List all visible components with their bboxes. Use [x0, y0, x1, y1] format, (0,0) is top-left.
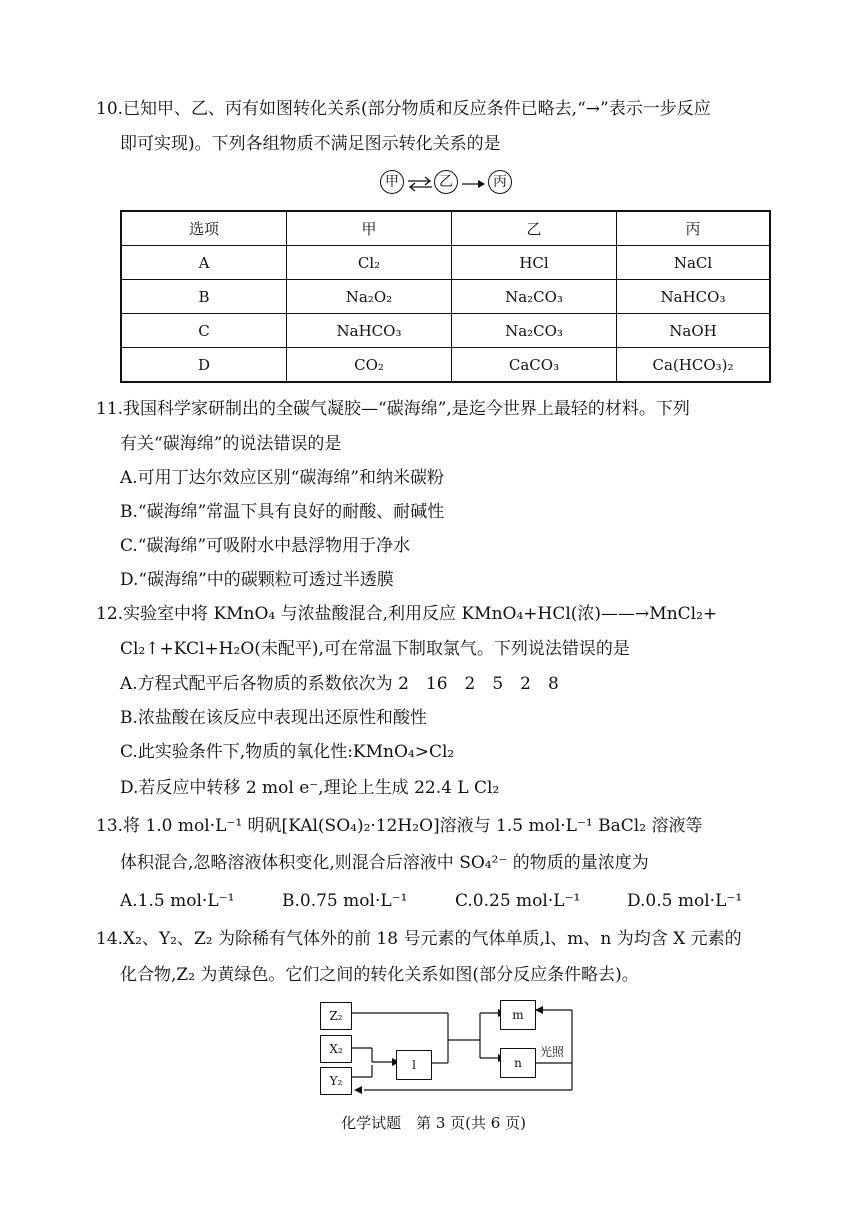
q10-stem-line2: 即可实现)。下列各组物质不满足图示转化关系的是	[120, 134, 501, 154]
table-header-row	[121, 211, 770, 246]
q12-option-a: A.方程式配平后各物质的系数依次为 2 16 2 5 2 8	[120, 674, 559, 694]
table-cell: Na₂CO₃	[452, 314, 617, 348]
q11-option-b: B.“碳海绵”常温下具有良好的耐酸、耐碱性	[120, 502, 445, 522]
q11-stem-line1: 11.我国科学家研制出的全碳气凝胶—“碳海绵”,是迄今世界上最轻的材料。下列	[96, 399, 690, 419]
q11-option-c: C.“碳海绵”可吸附水中悬浮物用于净水	[120, 536, 411, 556]
q10-options-table	[120, 210, 771, 383]
q13-option-c: C.0.25 mol·L⁻¹	[455, 891, 581, 911]
q12-option-c: C.此实验条件下,物质的氧化性:KMnO₄>Cl₂	[120, 742, 455, 762]
q11-stem-line2: 有关“碳海绵”的说法错误的是	[120, 434, 342, 454]
table-cell: NaHCO₃	[617, 280, 771, 314]
q13-option-b: B.0.75 mol·L⁻¹	[282, 891, 408, 911]
scheme-node-a: 甲	[380, 170, 404, 194]
light-label: 光照	[540, 1045, 565, 1059]
table-cell: A	[121, 246, 287, 280]
q13-option-a: A.1.5 mol·L⁻¹	[120, 891, 235, 911]
q14-stem-line2: 化合物,Z₂ 为黄绿色。它们之间的转化关系如图(部分反应条件略去)。	[120, 965, 639, 985]
q12-stem-line2: Cl₂↑+KCl+H₂O(未配平),可在常温下制取氯气。下列说法错误的是	[120, 639, 630, 659]
reversible-arrow-icon	[406, 174, 434, 194]
table-cell: C	[121, 314, 287, 348]
node-m: m	[500, 1000, 536, 1030]
table-cell: D	[121, 348, 287, 383]
table-cell: NaHCO₃	[287, 314, 452, 348]
q13-option-d: D.0.5 mol·L⁻¹	[627, 891, 743, 911]
table-cell: NaOH	[617, 314, 771, 348]
node-l: l	[396, 1050, 432, 1080]
arrow-right-icon	[460, 174, 488, 194]
header-cell: 乙	[452, 211, 617, 246]
q12-option-b: B.浓盐酸在该反应中表现出还原性和酸性	[120, 708, 427, 728]
q11-option-d: D.“碳海绵”中的碳颗粒可透过半透膜	[120, 570, 394, 590]
table-cell: NaCl	[617, 246, 771, 280]
node-x2: X₂	[320, 1035, 352, 1063]
header-cell: 丙	[617, 211, 771, 246]
table-cell: Cl₂	[287, 246, 452, 280]
table-row	[121, 246, 770, 280]
table-cell: Na₂CO₃	[452, 280, 617, 314]
node-n: n	[500, 1048, 536, 1078]
table-row	[121, 348, 770, 383]
node-z2: Z₂	[320, 1002, 352, 1030]
q12-stem-line1: 12.实验室中将 KMnO₄ 与浓盐酸混合,利用反应 KMnO₄+HCl(浓)——→MnCl₂+	[96, 604, 718, 624]
table-cell: HCl	[452, 246, 617, 280]
header-cell: 选项	[121, 211, 287, 246]
table-row	[121, 314, 770, 348]
table-cell: B	[121, 280, 287, 314]
q11-option-a: A.可用丁达尔效应区别“碳海绵”和纳米碳粉	[120, 468, 445, 488]
scheme-node-b: 乙	[434, 170, 458, 194]
q12-option-d: D.若反应中转移 2 mol e⁻,理论上生成 22.4 L Cl₂	[120, 778, 500, 798]
header-cell: 甲	[287, 211, 452, 246]
q10-stem-line1: 10.已知甲、乙、丙有如图转化关系(部分物质和反应条件已略去,“→”表示一步反应	[96, 99, 711, 119]
q14-stem-line1: 14.X₂、Y₂、Z₂ 为除稀有气体外的前 18 号元素的气体单质,l、m、n 为均含 X 元素的	[96, 929, 742, 949]
q10-scheme	[380, 170, 520, 198]
q13-stem-line1: 13.将 1.0 mol·L⁻¹ 明矾[KAl(SO₄)₂·12H₂O]溶液与 1.5 mol·L⁻¹ BaCl₂ 溶液等	[96, 816, 703, 836]
table-cell: Na₂O₂	[287, 280, 452, 314]
table-cell: CO₂	[287, 348, 452, 383]
q13-stem-line2: 体积混合,忽略溶液体积变化,则混合后溶液中 SO₄²⁻ 的物质的量浓度为	[120, 853, 649, 873]
table-cell: Ca(HCO₃)₂	[617, 348, 771, 383]
node-y2: Y₂	[320, 1067, 352, 1095]
q14-diagram	[300, 995, 590, 1095]
page-footer: 化学试题 第 3 页(共 6 页)	[341, 1114, 526, 1132]
table-cell: CaCO₃	[452, 348, 617, 383]
scheme-node-c: 丙	[488, 170, 512, 194]
table-row	[121, 280, 770, 314]
